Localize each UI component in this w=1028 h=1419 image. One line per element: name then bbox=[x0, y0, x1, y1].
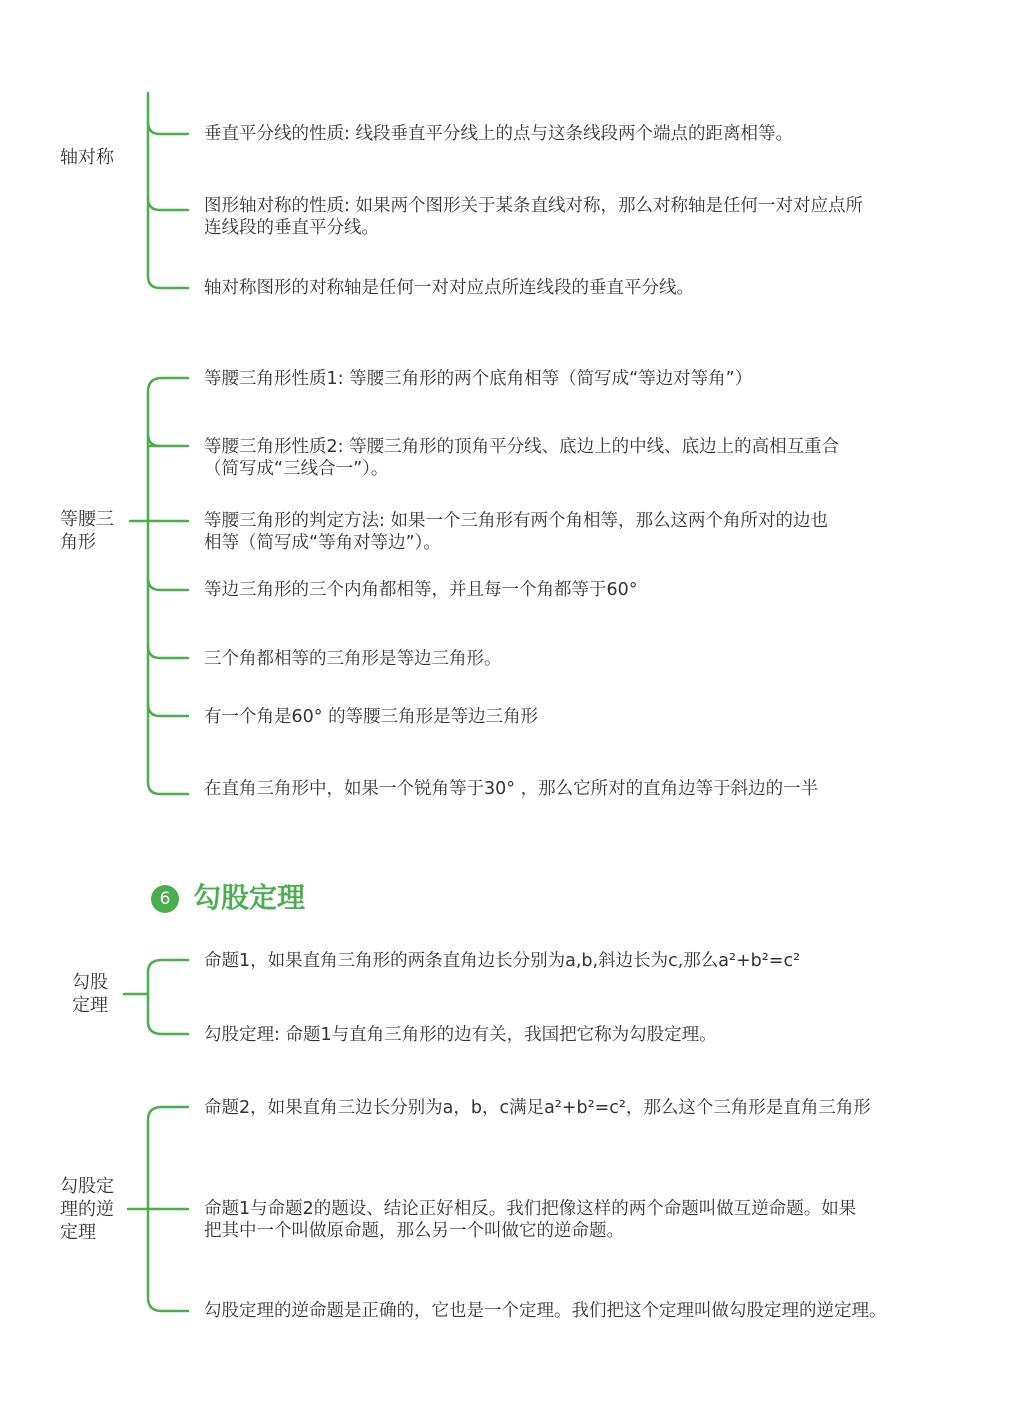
node-text-line: 命题2，如果直角三边长分别为a，b，c满足a²+b²=c²，那么这个三角形是直角三角形 bbox=[204, 1098, 871, 1118]
node-60-degree-isosceles bbox=[204, 706, 538, 728]
node-proposition-1 bbox=[204, 950, 800, 972]
node-equilateral-angles bbox=[204, 579, 638, 601]
section-title: 勾股定理 bbox=[193, 881, 306, 914]
topic-label-isosceles-triangle: 等腰三角形 bbox=[60, 509, 114, 553]
node-text-line: 连线段的垂直平分线。 bbox=[204, 218, 379, 238]
node-text-line: 在直角三角形中，如果一个锐角等于30° ，那么它所对的直角边等于斜边的一半 bbox=[204, 779, 819, 799]
node-text-line: 相等（简写成“等角对等边”）。 bbox=[204, 533, 441, 553]
section-number-badge: 6 bbox=[151, 885, 179, 913]
node-text-line: 轴对称图形的对称轴是任何一对对应点所连线段的垂直平分线。 bbox=[204, 278, 694, 298]
node-isosceles-property-2 bbox=[204, 436, 839, 480]
branch-line bbox=[148, 960, 188, 994]
node-figure-symmetry-property bbox=[204, 195, 863, 239]
node-converse-theorem bbox=[204, 1300, 887, 1322]
node-text-line: 等边三角形的三个内角都相等，并且每一个角都等于60° bbox=[204, 580, 638, 600]
node-text-line: （简写成“三线合一”）。 bbox=[204, 459, 389, 479]
node-equal-angles-equilateral bbox=[204, 648, 502, 670]
branch-line bbox=[148, 994, 188, 1034]
node-text-line: 三个角都相等的三角形是等边三角形。 bbox=[204, 649, 502, 669]
node-pythagorean-definition bbox=[204, 1024, 717, 1046]
node-text-line: 等腰三角形的判定方法: 如果一个三角形有两个角相等，那么这两个角所对的边也 bbox=[204, 511, 828, 531]
branch-line bbox=[148, 93, 188, 134]
node-text-line: 把其中一个叫做原命题，那么另一个叫做它的逆命题。 bbox=[204, 1221, 624, 1241]
node-text-line: 图形轴对称的性质: 如果两个图形关于某条直线对称，那么对称轴是任何一对对应点所 bbox=[204, 196, 863, 216]
node-perpendicular-bisector-property bbox=[204, 123, 793, 145]
node-text-line: 勾股定理: 命题1与直角三角形的边有关，我国把它称为勾股定理。 bbox=[204, 1025, 717, 1045]
branch-line bbox=[148, 378, 188, 521]
node-isosceles-criterion bbox=[204, 510, 828, 554]
topic-label-pythagorean-converse: 勾股定理的逆定理 bbox=[60, 1176, 114, 1243]
topic-label-axial-symmetry: 轴对称 bbox=[60, 147, 114, 168]
branch-line bbox=[148, 1209, 188, 1311]
node-text-line: 有一个角是60° 的等腰三角形是等边三角形 bbox=[204, 707, 539, 727]
branch-line bbox=[148, 1107, 188, 1209]
branch-line bbox=[148, 704, 188, 716]
branch-line bbox=[148, 198, 188, 288]
node-isosceles-property-1 bbox=[204, 368, 752, 390]
node-text-line: 垂直平分线的性质: 线段垂直平分线上的点与这条线段两个端点的距离相等。 bbox=[204, 124, 793, 144]
topic-label-pythagorean-theorem: 勾股定理 bbox=[72, 972, 108, 1016]
node-symmetric-figure-axis bbox=[204, 277, 694, 299]
branch-line bbox=[148, 646, 188, 658]
node-text-line: 勾股定理的逆命题是正确的，它也是一个定理。我们把这个定理叫做勾股定理的逆定理。 bbox=[204, 1301, 887, 1321]
node-text-line: 等腰三角形性质1: 等腰三角形的两个底角相等（简写成“等边对等角”） bbox=[204, 369, 753, 389]
branch-line bbox=[148, 434, 160, 446]
node-text-line: 命题1，如果直角三角形的两条直角边长分别为a,b,斜边长为c,那么a²+b²=c² bbox=[204, 951, 801, 971]
node-30-degree-right-triangle bbox=[204, 778, 818, 800]
node-text-line: 命题1与命题2的题设、结论正好相反。我们把像这样的两个命题叫做互逆命题。如果 bbox=[204, 1199, 857, 1219]
node-proposition-2 bbox=[204, 1097, 871, 1119]
node-text-line: 等腰三角形性质2: 等腰三角形的顶角平分线、底边上的中线、底边上的高相互重合 bbox=[204, 437, 840, 457]
branch-line bbox=[148, 578, 188, 590]
node-converse-propositions bbox=[204, 1198, 856, 1242]
